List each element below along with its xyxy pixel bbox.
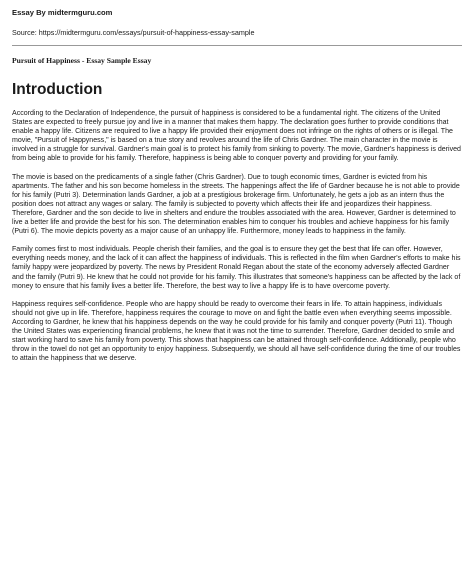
header-divider: [12, 45, 462, 46]
page-header: [12, 8, 462, 37]
document-title: Pursuit of Happiness - Essay Sample Essay: [12, 56, 152, 65]
section-heading: Introduction: [12, 81, 103, 98]
paragraph: The movie is based on the predicaments of a single father (Chris Gardner). Due to tough economic times, Gardner is evicted from his apartments. The father and his son become homeless in the streets. The happenings affect the life of Gardner because he is not able to provide for his family (Putri 3). Determination lands Gardner, a job at a prestigious brokerage firm. Unfortunately, he gets a job as an intern thus the position does not attract any wages or salary. The family is subjected to poverty which affects their life and jeopardizes their happiness. Therefore, Gardner and the son decide to live in shelters and endure the troubles associated with the area. However, Gardner is determined to live a better life and provide the best for his son. The determination enables him to conquer his troubles and achieve happiness for his family (Putri 6). The movie depicts poverty as a major cause of an unhappy life. Furthermore, money leads to happiness in the family.: [12, 173, 460, 236]
paragraph: Family comes first to most individuals. People cherish their families, and the goal is to ensure they get the best that life can offer. However, everything needs money, and the lack of it can affect the happiness of individuals. This is reflected in the film when Gardner's efforts to make his family happy were jeopardized by poverty. The news by President Ronald Regan about the state of the economy adversely affected Gardner and the family (Putri 9). He knew that he could not provide for his family. This illustrates that someone's happiness can be affected by the lack of money to ensure that his family lives a better life. Therefore, the best way to live a happy life is to have overcome poverty.: [12, 246, 461, 290]
essay-body: [12, 109, 462, 363]
source-line: Source: https://midtermguru.com/essays/pursuit-of-happiness-essay-sample: [12, 28, 255, 37]
byline: Essay By midtermguru.com: [12, 8, 113, 17]
paragraph: Happiness requires self-confidence. People who are happy should be ready to overcome their fears in life. To attain happiness, individuals should not give up in life. Therefore, happiness requires the courage to move on and fight the battle even when everything seems impossible. According to Gardner, he knew that his happiness depends on the way he could provide for his family and conquer poverty (Putri 11). Though the United States was experiencing financial problems, he knew that it was not the time to surrender. Therefore, Gardner decided to smile and start working hard to save his family from poverty. This shows that happiness can be attained through self-confidence. Additionally, people who throw in the towel do not get an opportunity to enjoy happiness. Subsequently, we should all have self-confidence during the time of our troubles to attain the happiness that we deserve.: [12, 300, 461, 363]
paragraph: According to the Declaration of Independence, the pursuit of happiness is considered to be a fundamental right. The citizens of the United States are expected to freely pursue joy and live in a manner that makes them happy. The declaration goes further to provide conditions that enable a happy life. Citizens are required to live a happy life provided their enjoyment does not infringe on the rights of others or is illegal. The movie, "Pursuit of Happyness," is based on a true story and revolves around the life of Chris Gardner. The main character in the movie is involved in a struggle for survival. Gardner's main goal is to protect his family from sinking to poverty. The movie, Gardner's happiness is derived from being able to provide for his family. Therefore, happiness is being able to conquer poverty and providing for your family.: [12, 110, 461, 163]
